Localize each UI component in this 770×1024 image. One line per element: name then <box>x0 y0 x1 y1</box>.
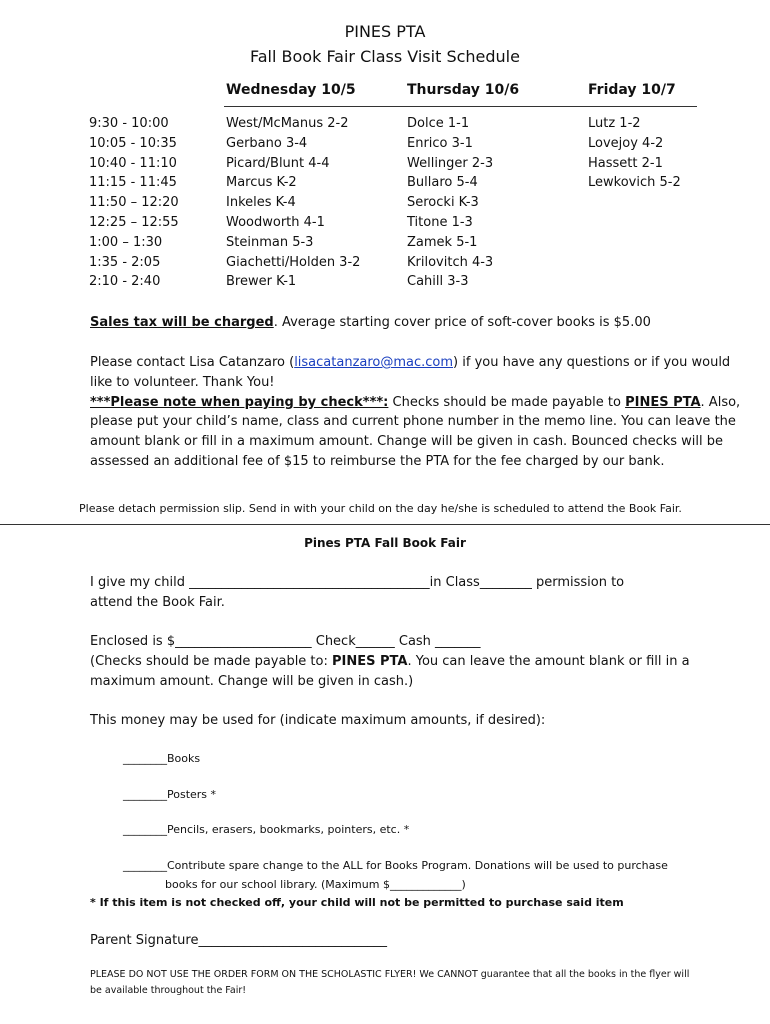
check-note-end: . Also, <box>700 394 741 410</box>
class-entry: Enrico 3-1 <box>407 135 473 151</box>
check-note-bold: ***Please note when paying by check***: <box>90 394 389 410</box>
class-entry: Brewer K-1 <box>226 274 297 290</box>
thursday-column <box>407 114 493 292</box>
option-posters[interactable]: ________Posters * <box>123 788 217 801</box>
slip-title: Pines PTA Fall Book Fair <box>304 536 466 550</box>
time-slot: 11:15 - 11:45 <box>89 175 177 191</box>
option-books[interactable]: ________Books <box>123 752 201 765</box>
day-header-friday: Friday 10/7 <box>588 82 676 98</box>
check-note-line-3: amount blank or fill in a maximum amount. Change will be given in cash. Bounced checks will be <box>90 434 724 450</box>
class-entry: Titone 1-3 <box>407 214 473 230</box>
option-pencils[interactable]: ________Pencils, erasers, bookmarks, pointers, etc. * <box>123 823 410 836</box>
class-entry: Marcus K-2 <box>226 175 297 191</box>
contact-pre: Please contact Lisa Catanzaro ( <box>90 355 295 370</box>
contact-line-2: like to volunteer. Thank You! <box>90 374 275 390</box>
check-note-mid: Checks should be made payable to <box>388 394 626 410</box>
class-entry: Hassett 2-1 <box>588 155 663 171</box>
class-entry: West/McManus 2-2 <box>226 116 349 131</box>
cut-line <box>0 524 770 525</box>
sales-tax-rest: . Average starting cover price of soft-cover books is $5.00 <box>273 315 651 330</box>
contact-post: ) if you have any questions or if you would <box>453 355 731 370</box>
footer-warning-line-2: be available throughout the Fair! <box>90 985 247 996</box>
sales-tax-note <box>90 313 651 333</box>
time-slot: 1:00 – 1:30 <box>89 234 163 250</box>
time-slot: 9:30 - 10:00 <box>89 116 169 131</box>
class-entry: Zamek 5-1 <box>407 234 478 250</box>
class-entry: Bullaro 5-4 <box>407 175 478 191</box>
class-entry: Lutz 1-2 <box>588 116 641 131</box>
org-title: PINES PTA <box>344 22 426 41</box>
permission-paragraph <box>90 573 624 613</box>
class-entry: Gerbano 3-4 <box>226 135 308 151</box>
permission-line-2: attend the Book Fair. <box>90 594 225 610</box>
class-entry: Serocki K-3 <box>407 195 479 211</box>
footer-warning: PLEASE DO NOT USE THE ORDER FORM ON THE SCHOLASTIC FLYER! We CANNOT guarantee that all the books in the flyer will <box>90 969 690 980</box>
time-slot: 12:25 – 12:55 <box>89 214 179 230</box>
day-header-wednesday: Wednesday 10/5 <box>226 82 356 98</box>
time-slot: 11:50 – 12:20 <box>89 195 179 211</box>
option-contribute-line-2[interactable]: books for our school library. (Maximum $_____________) <box>165 878 466 891</box>
checks-line-2: maximum amount. Change will be given in cash.) <box>90 673 414 689</box>
class-entry: Inkeles K-4 <box>226 195 296 211</box>
class-entry: Wellinger 2-3 <box>407 155 494 171</box>
check-note-line <box>90 393 740 413</box>
day-header-thursday: Thursday 10/6 <box>407 82 520 98</box>
class-entry: Cahill 3-3 <box>407 274 469 290</box>
check-note-line-2: please put your child’s name, class and current phone number in the memo line. You can leave the <box>90 414 736 430</box>
time-column <box>89 114 179 292</box>
header-divider <box>224 106 697 107</box>
check-payee: PINES PTA <box>625 394 701 410</box>
class-entry: Dolce 1-1 <box>407 116 470 131</box>
sales-tax-bold: Sales tax will be charged <box>90 315 274 330</box>
time-slot: 10:05 - 10:35 <box>89 135 177 151</box>
payment-paragraph <box>90 632 690 691</box>
time-slot: 10:40 - 11:10 <box>89 155 177 171</box>
time-slot: 1:35 - 2:05 <box>89 254 161 270</box>
class-entry: Woodworth 4-1 <box>226 214 325 230</box>
class-entry: Giachetti/Holden 3-2 <box>226 254 361 270</box>
checks-pre: (Checks should be made payable to: <box>90 653 332 669</box>
contact-paragraph <box>90 353 740 472</box>
checks-post: . You can leave the amount blank or fill in a <box>407 653 690 669</box>
class-entry: Steinman 5-3 <box>226 234 314 250</box>
class-entry: Krilovitch 4-3 <box>407 254 494 270</box>
detach-note: Please detach permission slip. Send in with your child on the day he/she is scheduled to attend the Book Fair. <box>79 502 682 515</box>
class-entry: Picard/Blunt 4-4 <box>226 155 330 171</box>
checks-payable-line <box>90 652 690 672</box>
money-use-line: This money may be used for (indicate maximum amounts, if desired): <box>90 713 546 728</box>
contact-email-link[interactable]: lisacatanzaro@mac.com <box>294 355 454 370</box>
contact-line <box>90 353 740 373</box>
class-entry: Lewkovich 5-2 <box>588 175 681 191</box>
asterisk-note: * If this item is not checked off, your child will not be permitted to purchase said item <box>90 896 624 909</box>
page-title: Fall Book Fair Class Visit Schedule <box>250 47 520 66</box>
child-class-field[interactable]: I give my child _____________________________________in Class________ permission to <box>90 575 625 590</box>
parent-signature-field[interactable]: Parent Signature_____________________________ <box>90 933 387 948</box>
time-slot: 2:10 - 2:40 <box>89 274 161 290</box>
checks-payee: PINES PTA <box>332 653 408 669</box>
enclosed-amount-field[interactable]: Enclosed is $_____________________ Check______ Cash _______ <box>90 634 481 649</box>
option-contribute[interactable]: ________Contribute spare change to the ALL for Books Program. Donations will be used to purchase <box>123 859 668 872</box>
class-entry: Lovejoy 4-2 <box>588 135 664 151</box>
wednesday-column <box>226 114 360 292</box>
friday-column <box>588 114 681 193</box>
check-note-line-4: assessed an additional fee of $15 to reimburse the PTA for the fee charged by our bank. <box>90 453 665 469</box>
